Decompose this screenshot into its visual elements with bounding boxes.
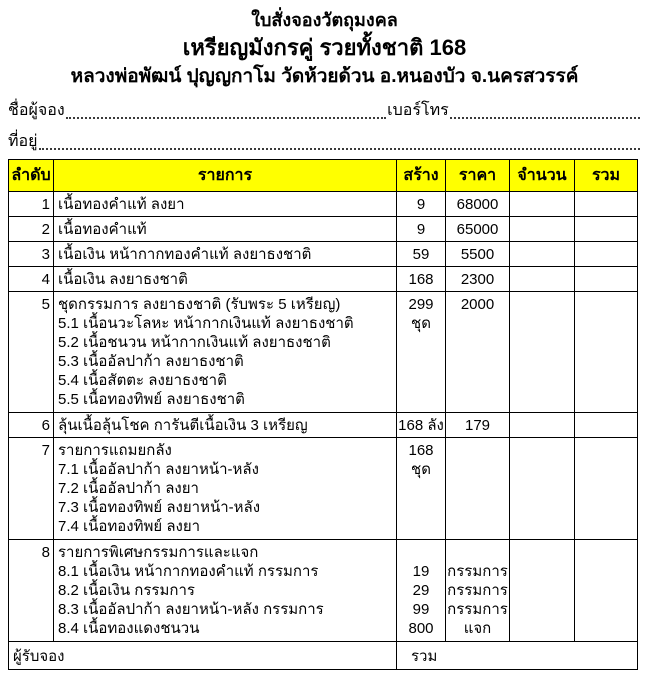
price-line: กรรมการ (447, 563, 508, 580)
made-cell: 59 (396, 242, 445, 266)
table-row (9, 241, 637, 266)
made-line: 19 (412, 563, 430, 580)
item-cell (53, 438, 396, 539)
order-no-cell: 7 (41, 442, 50, 459)
qty-cell (509, 217, 574, 241)
order-no-cell: 1 (41, 195, 50, 213)
total-cell (574, 267, 637, 291)
price-cell: 2000 (445, 292, 509, 412)
qty-cell (509, 292, 574, 412)
table-row-block-8 (9, 539, 637, 641)
item-cell: เนื้อทองคำแท้ (53, 217, 396, 241)
price-cell: 5500 (445, 242, 509, 266)
total-cell (574, 292, 637, 412)
item-line: 5.1 เนื้อนวะโลหะ หน้ากากเงินแท้ ลงยาธงชาติ (58, 315, 354, 332)
item-cell: เนื้อเงิน ลงยาธงชาติ (53, 267, 396, 291)
item-line: 5.5 เนื้อทองทิพย์ ลงยาธงชาติ (58, 391, 245, 408)
price-line (446, 543, 509, 562)
made-cell: 299 ชุด (396, 292, 445, 412)
price-cell: 2300 (445, 267, 509, 291)
price-cell (445, 438, 509, 539)
price-cell: 65000 (445, 217, 509, 241)
order-no-cell: 8 (41, 544, 50, 561)
item-line: รายการแถมยกลัง (58, 442, 172, 459)
order-no-cell: 3 (41, 245, 50, 263)
made-cell: 9 (396, 192, 445, 216)
table-row (9, 412, 637, 437)
made-line: 800 (408, 620, 434, 637)
address-label: ที่อยู่ (8, 133, 38, 150)
name-fill-line (66, 101, 387, 119)
item-line: 7.4 เนื้อทองทิพย์ ลงยา (58, 518, 201, 535)
item-line: 5.3 เนื้ออัลปาก้า ลงยาธงชาติ (58, 353, 244, 370)
item-line: 8.2 เนื้อเงิน กรรมการ (58, 582, 195, 599)
doc-subtitle: เหรียญมังกรคู่ รวยทั้งชาติ 168 (182, 35, 467, 60)
doc-title: ใบสั่งจองวัตถุมงคล (251, 10, 398, 30)
orderer-name-label: ชื่อผู้จอง (8, 102, 65, 119)
address-fill-line (39, 132, 640, 150)
table-header-row (9, 160, 637, 191)
made-line (397, 543, 445, 562)
price-line: กรรมการ (447, 582, 508, 599)
table-footer-row (9, 641, 637, 669)
item-cell (53, 292, 396, 412)
total-cell (574, 217, 637, 241)
made-cell: 168 ชุด (396, 438, 445, 539)
item-cell (53, 540, 396, 641)
header-made-col: สร้าง (396, 160, 445, 191)
item-line: ชุดกรรมการ ลงยาธงชาติ (รับพระ 5 เหรียญ) (58, 296, 341, 313)
header-total-col: รวม (574, 160, 637, 191)
item-line: 5.2 เนื้อชนวน หน้ากากเงินแท้ ลงยาธงชาติ (58, 334, 331, 351)
address-line (8, 124, 641, 153)
table-row (9, 216, 637, 241)
item-line: 7.3 เนื้อทองทิพย์ ลงยาหน้า-หลัง (58, 499, 261, 516)
order-no-cell: 2 (41, 220, 50, 238)
header-order-col: ลำดับ (11, 167, 51, 184)
item-line: รายการพิเศษกรรมการและแจก (58, 544, 259, 561)
item-cell: เนื้อเงิน หน้ากากทองคำแท้ ลงยาธงชาติ (53, 242, 396, 266)
order-no-cell: 4 (41, 270, 50, 288)
item-line: 7.1 เนื้ออัลปาก้า ลงยาหน้า-หลัง (58, 461, 259, 478)
item-line: 7.2 เนื้ออัลปาก้า ลงยา (58, 480, 199, 497)
price-line: แจก (463, 620, 492, 637)
receiver-cell: ผู้รับจอง (13, 647, 65, 665)
item-cell: ลุ้นเนื้อลุ้นโชค การันตีเนื้อเงิน 3 เหรียญ (53, 413, 396, 437)
price-cell: 179 (445, 413, 509, 437)
table-row (9, 191, 637, 216)
sum-cell: รวม (396, 642, 637, 669)
item-line: 8.3 เนื้ออัลปาก้า ลงยาหน้า-หลัง กรรมการ (58, 601, 324, 618)
order-no-cell: 6 (41, 416, 50, 434)
temple-line: หลวงพ่อพัฒน์ ปุญญกาโม วัดห้วยด้วน อ.หนองบัว จ.นครสวรรค์ (70, 66, 579, 87)
total-cell (574, 413, 637, 437)
qty-cell (509, 242, 574, 266)
made-line: 29 (412, 582, 430, 599)
made-cell: 168 (396, 267, 445, 291)
total-cell (574, 192, 637, 216)
item-line: 8.1 เนื้อเงิน หน้ากากทองคำแท้ กรรมการ (58, 563, 319, 580)
header-price-col: ราคา (445, 160, 509, 191)
item-cell: เนื้อทองคำแท้ ลงยา (53, 192, 396, 216)
qty-cell (509, 540, 574, 641)
table-row-block-5 (9, 291, 637, 412)
price-cell: 68000 (445, 192, 509, 216)
made-cell: 168 ลัง (396, 413, 445, 437)
phone-label: เบอร์โทร (387, 102, 449, 119)
document-header (8, 8, 641, 91)
made-cell (396, 540, 445, 641)
qty-cell (509, 413, 574, 437)
table-row (9, 266, 637, 291)
table-row-block-7 (9, 437, 637, 539)
orderer-line (8, 93, 641, 122)
order-no-cell: 5 (41, 296, 50, 313)
header-item-col: รายการ (53, 160, 396, 191)
phone-fill-line (450, 101, 640, 119)
item-line: 5.4 เนื้อสัตตะ ลงยาธงชาติ (58, 372, 227, 389)
price-cell (445, 540, 509, 641)
total-cell (574, 242, 637, 266)
made-line: 99 (412, 601, 430, 618)
made-cell: 9 (396, 217, 445, 241)
order-table (8, 159, 638, 670)
header-qty-col: จำนวน (509, 160, 574, 191)
total-cell (574, 438, 637, 539)
qty-cell (509, 267, 574, 291)
total-cell (574, 540, 637, 641)
qty-cell (509, 192, 574, 216)
price-line: กรรมการ (447, 601, 508, 618)
item-line: 8.4 เนื้อทองแดงชนวน (58, 620, 200, 637)
qty-cell (509, 438, 574, 539)
